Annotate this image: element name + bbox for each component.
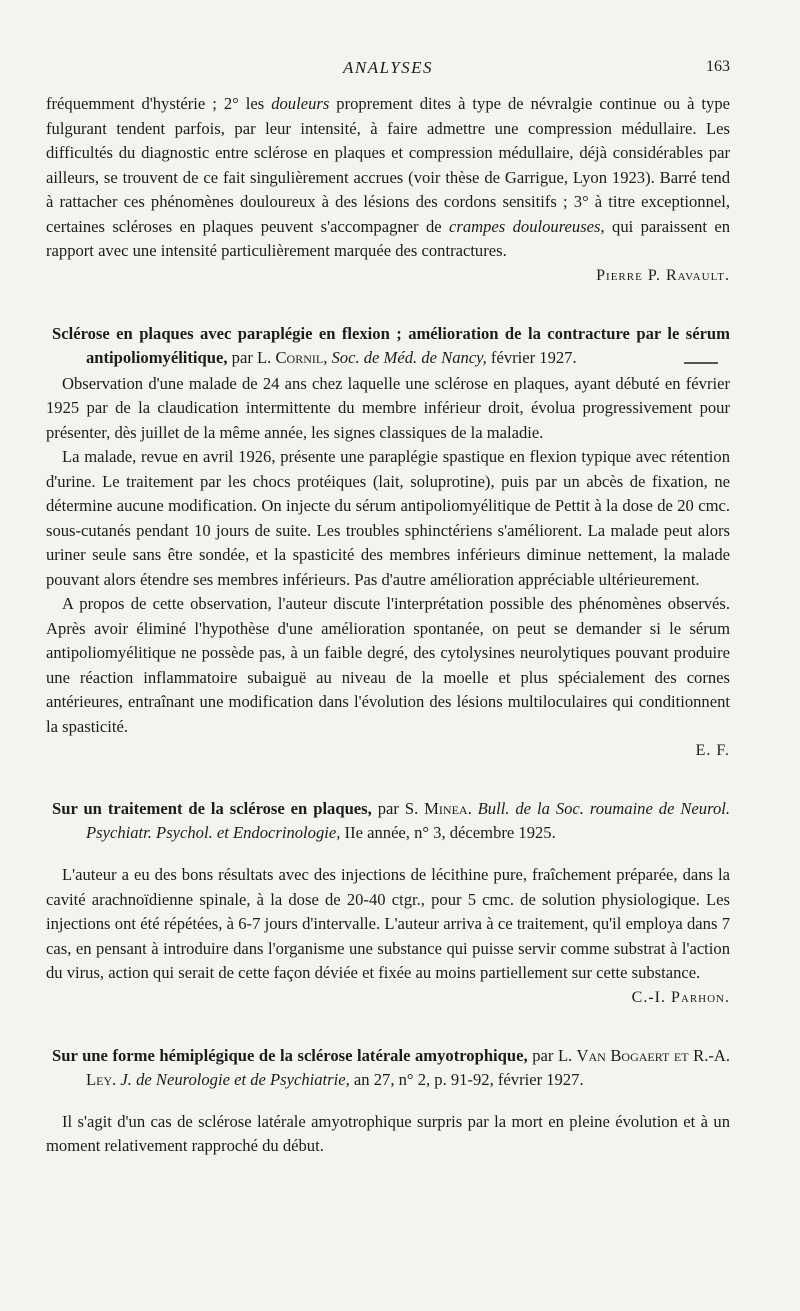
entry-source: Bull. de la Soc. roumaine de Neurol. Psychiatr. Psychol. et Endocrinologie, (86, 799, 730, 842)
separator-mark (684, 362, 718, 364)
review-van-bogaert (46, 1044, 730, 1159)
entry-source: J. de Neurologie et de Psychiatrie, (116, 1069, 350, 1089)
entry-author: L. Van Bogaert et R.-A. Ley. (86, 1045, 730, 1089)
entry-heading: Sur un traitement de la sclérose en plaques, par S. Minea. Bull. de la Soc. roumaine de Neurol. Psychiatr. Psychol. et Endocrinologie, IIe année, n° 3, décembre 1925. (52, 799, 730, 842)
reviewer-signature: Pierre P. Ravault. (596, 266, 730, 284)
reviewer-signature: E. F. (695, 742, 730, 759)
running-title: ANALYSES (342, 58, 434, 77)
page-number: 163 (706, 58, 730, 75)
review-paragraph: Observation d'une malade de 24 ans chez laquelle une sclérose en plaques, ayant débuté en février 1925 par de la claudication intermittente du membre inférieur droit, évolua progressivement pour présenter, dès juillet de la même année, les signes classiques de la maladie. (46, 373, 730, 442)
entry-heading: Sclérose en plaques avec paraplégie en flexion ; amélioration de la contracture par le sérum antipoliomyélitique, par L. Cornil, Soc. de Méd. de Nancy, février 1927. (52, 323, 730, 367)
entry-title: Sclérose en plaques avec paraplégie en flexion ; amélioration de la contracture par le sérum antipoliomyélitique, (52, 323, 730, 367)
entry-author: S. Minea. (404, 799, 472, 818)
entry-author: L. Cornil, (257, 347, 328, 367)
entry-source: Soc. de Méd. de Nancy, (327, 347, 487, 367)
entry-date: février 1927. (486, 347, 577, 367)
running-header (46, 58, 730, 84)
entry-date: an 27, n° 2, p. 91-92, février 1927. (349, 1069, 584, 1089)
entry-title: Sur un traitement de la sclérose en plaques, (52, 799, 372, 818)
review-paragraph: Il s'agit d'un cas de sclérose latérale amyotrophique surpris par la mort en pleine évolution et à un moment relativement rapproché du début. (46, 1111, 730, 1155)
entry-heading: Sur une forme hémiplégique de la sclérose latérale amyotrophique, par L. Van Bogaert et R.-A. Ley. J. de Neurologie et de Psychiatrie, an 27, n° 2, p. 91-92, février 1927. (52, 1045, 730, 1089)
review-minea (46, 797, 730, 1010)
review-ravault (46, 92, 730, 288)
review-paragraph: A propos de cette observation, l'auteur discute l'interprétation possible des phénomènes observés. Après avoir éliminé l'hypothèse d'une amélioration spontanée, on peut se demander si le sérum antipoliomyélitique ne possède pas, à un faible degré, des cytolysines neurolytiques pouvant produire une réaction inflammatoire subaiguë au niveau de la moelle et plus spécialement des cornes antérieures, entraînant une modification dans l'évolution des lésions multiloculaires qui conditionnent la spasticité. (46, 594, 730, 736)
review-cornil (46, 322, 730, 764)
review-paragraph: La malade, revue en avril 1926, présente une paraplégie spastique en flexion typique avec rétention d'urine. Le traitement par les chocs protéiques (lait, soluprotine), puis par un abcès de fixation, ne détermine aucune modification. On injecte du sérum antipoliomyélitique de Pettit à la dose de 20 cmc. sous-cutanés pendant 10 jours de suite. Les troubles sphinctériens s'améliorent. La malade peut alors uriner seule sans être sondée, et la spasticité des membres inférieurs diminue nettement, la malade pouvant alors étendre ses membres inférieurs. Pas d'autre amélioration appréciable ultérieurement. (46, 447, 730, 589)
review-paragraph: L'auteur a eu des bons résultats avec des injections de lécithine pure, fraîchement préparée, dans la cavité arachnoïdienne spinale, à la dose de 20-40 ctgr., pour 5 cmc. de solution physiologique. Les injections ont été répétées, à 6-7 jours d'intervalle. L'auteur arriva à ce traitement, qu'il employa dans 7 cas, en pensant à introduire dans l'organisme une substance qui puisse servir comme substrat à l'action du virus, action qui serait de cette façon déviée et fixée au moins partiellement sur cette substance. (46, 865, 730, 982)
review-paragraph: fréquemment d'hystérie ; 2° les douleurs proprement dites à type de névralgie continue ou à type fulgurant tendent parfois, par leur intensité, à faire admettre une compression médullaire. Les difficultés du diagnostic entre sclérose en plaques et compression médullaire, déjà considérables par ailleurs, se trouvent de ce fait singulièrement accrues (voir thèse de Garrigue, Lyon 1923). Barré tend à rattacher ces phénomènes douloureux à des lésions des cordons sensitifs ; 3° à titre exceptionnel, certaines scléroses en plaques peuvent s'accompagner de crampes douloureuses, qui paraissent en rapport avec une intensité particulièrement marquée des contractures. (46, 94, 731, 260)
reviewer-signature: C.-I. Parhon. (631, 988, 730, 1006)
entry-title: Sur une forme hémiplégique de la sclérose latérale amyotrophique, (52, 1045, 528, 1065)
entry-date: IIe année, n° 3, décembre 1925. (340, 823, 556, 842)
